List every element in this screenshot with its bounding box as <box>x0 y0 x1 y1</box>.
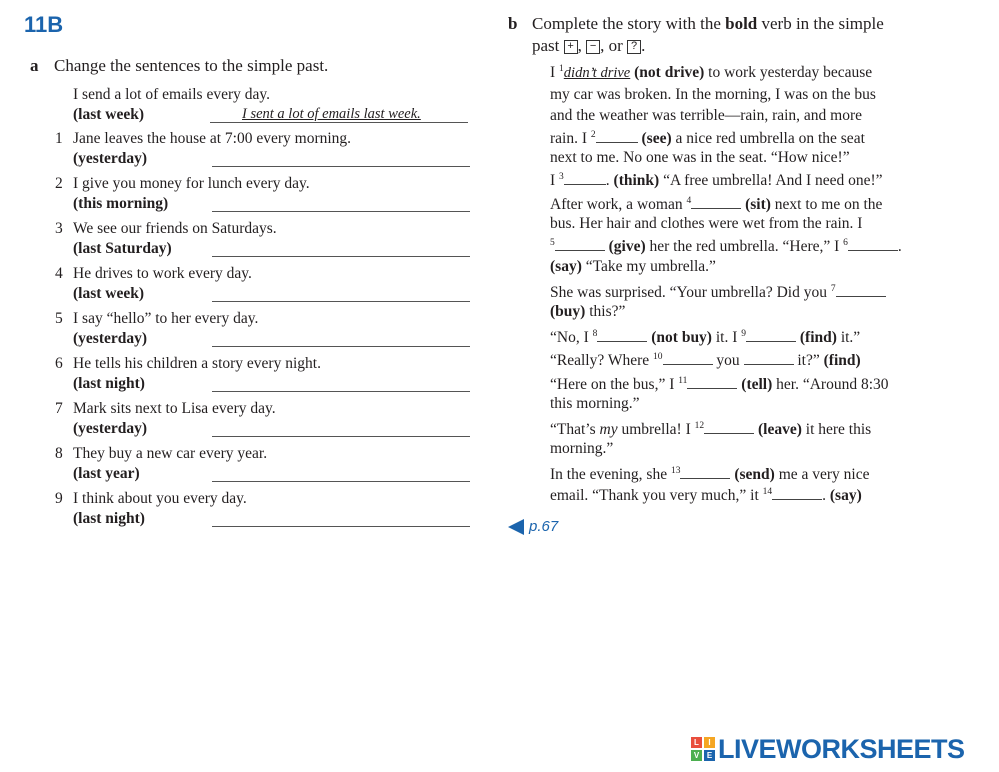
answer-line <box>212 346 470 347</box>
item-sentence: Jane leaves the house at 7:00 every morning. <box>73 130 352 147</box>
answer-input[interactable] <box>212 326 470 346</box>
item-number: 6 <box>55 355 63 372</box>
item-number: 2 <box>55 175 63 192</box>
story-line-16: this morning.” <box>550 395 640 412</box>
logo-text: LIVEWORKSHEETS <box>718 733 965 764</box>
item-cue: (last year) <box>73 465 140 482</box>
item-number: 1 <box>55 130 63 147</box>
item-cue: (last night) <box>73 510 145 527</box>
story-line-10: (say) “Take my umbrella.” <box>550 258 716 275</box>
story-line-19: In the evening, she $^{13}$ (send) me a very nice <box>550 465 870 483</box>
story-line-5: next to me. No one was in the seat. “How nice!” <box>550 149 850 166</box>
story-line-7: After work, a woman $^4$ (sit) next to me on the <box>550 195 883 213</box>
answer-line <box>212 166 470 167</box>
gap-12[interactable] <box>704 419 754 434</box>
story-line-9: $^5$ (give) her the red umbrella. “Here,” I $^6$ . <box>550 237 902 255</box>
item-cue: (yesterday) <box>73 330 148 347</box>
exercise-a-letter: a <box>30 56 39 75</box>
gap-10b[interactable] <box>744 350 794 365</box>
answer-line <box>212 526 470 527</box>
exercise-a-instruction: Change the sentences to the simple past. <box>54 56 329 75</box>
gap-8[interactable] <box>597 327 647 342</box>
unit-title: 11B <box>24 12 64 37</box>
story-line-15: “Here on the bus,” I $^{11}$ (tell) her. “Around 8:30 <box>550 375 889 393</box>
item-sentence: I think about you every day. <box>73 490 247 507</box>
item-number: 4 <box>55 265 63 282</box>
logo-mark-icon <box>691 737 715 761</box>
item-sentence: I say “hello” to her every day. <box>73 310 259 327</box>
story-line-4: rain. I $^2$ (see) a nice red umbrella on the seat <box>550 129 865 147</box>
story-line-20: email. “Thank you very much,” it $^{14}$ . (say) <box>550 486 862 504</box>
item-cue: (last night) <box>73 375 145 392</box>
back-page-link[interactable] <box>508 518 558 535</box>
story-line-6: I $^3$ . (think) “A free umbrella! And I need one!” <box>550 171 883 189</box>
gap-3[interactable] <box>564 170 606 185</box>
gap-9[interactable] <box>746 327 796 342</box>
answer-input[interactable] <box>212 281 470 301</box>
gap-5[interactable] <box>555 236 605 251</box>
item-sentence: Mark sits next to Lisa every day. <box>73 400 276 417</box>
story-line-17: “That’s my umbrella! I $^{12}$ (leave) it here this <box>550 420 872 438</box>
story-line-2: my car was broken. In the morning, I was on the bus <box>550 86 876 103</box>
answer-line <box>212 211 470 212</box>
item-sentence: I give you money for lunch every day. <box>73 175 310 192</box>
gap-13[interactable] <box>680 464 730 479</box>
answer-input[interactable] <box>212 506 470 526</box>
item-number: 7 <box>55 400 63 417</box>
story-line-3: and the weather was terrible—rain, rain, and more <box>550 107 863 124</box>
answer-line <box>212 481 470 482</box>
answer-input[interactable] <box>212 461 470 481</box>
answer-input[interactable] <box>212 191 470 211</box>
gap-4[interactable] <box>691 194 741 209</box>
back-page-label: p.67 <box>529 518 559 535</box>
story-line-14: “Really? Where $^{10}$ you it?” (find) <box>550 351 861 369</box>
item-number: 5 <box>55 310 63 327</box>
answer-line <box>212 391 470 392</box>
example-cue: (last week) <box>73 106 145 123</box>
story-line-11: She was surprised. “Your umbrella? Did you $^7$ <box>550 282 886 302</box>
item-sentence: He tells his children a story every night. <box>73 355 321 372</box>
back-arrow-icon <box>508 519 524 535</box>
story-line-1: I $^1$didn’t drive (not drive) to work yesterday because <box>550 64 873 82</box>
gap-2[interactable] <box>596 128 638 143</box>
item-sentence: He drives to work every day. <box>73 265 252 282</box>
story-example-answer: didn’t drive <box>563 65 631 82</box>
answer-line <box>212 301 470 302</box>
item-sentence: We see our friends on Saturdays. <box>73 220 277 237</box>
gap-10[interactable] <box>663 350 713 365</box>
item-cue: (yesterday) <box>73 420 148 437</box>
item-number: 9 <box>55 490 63 507</box>
answer-input[interactable] <box>212 236 470 256</box>
gap-7[interactable] <box>836 282 886 297</box>
story-line-18: morning.” <box>550 440 614 457</box>
liveworksheets-logo <box>691 734 965 764</box>
gap-6[interactable] <box>848 236 898 251</box>
story-line-13: “No, I $^8$ (not buy) it. I $^9$ (find) it.” <box>550 328 861 346</box>
answer-input[interactable] <box>212 371 470 391</box>
logo-mark-i: I <box>704 737 715 748</box>
logo-mark-v: V <box>691 750 702 761</box>
item-number: 8 <box>55 445 63 462</box>
example-answer: I sent a lot of emails last week. <box>242 106 421 122</box>
gap-14[interactable] <box>772 485 822 500</box>
item-cue: (last week) <box>73 285 145 302</box>
story-line-8: bus. Her hair and clothes were wet from the rain. I <box>550 215 863 232</box>
minus-box-icon: − <box>586 40 600 54</box>
exercise-b-letter: b <box>508 14 518 33</box>
answer-input[interactable] <box>212 416 470 436</box>
item-cue: (last Saturday) <box>73 240 172 257</box>
answer-line <box>212 256 470 257</box>
answer-input[interactable] <box>212 146 470 166</box>
logo-mark-e: E <box>704 750 715 761</box>
story-line-12: (buy) this?” <box>550 303 626 320</box>
item-sentence: They buy a new car every year. <box>73 445 268 462</box>
answer-line <box>212 436 470 437</box>
exercise-b-instruction-line2: past + , − , or ? . <box>532 36 646 55</box>
item-cue: (this morning) <box>73 195 169 212</box>
item-number: 3 <box>55 220 63 237</box>
item-cue: (yesterday) <box>73 150 148 167</box>
logo-mark-l: L <box>691 737 702 748</box>
gap-11[interactable] <box>687 374 737 389</box>
plus-box-icon: + <box>564 40 578 54</box>
question-box-icon: ? <box>627 40 641 54</box>
example-sentence: I send a lot of emails every day. <box>73 86 270 103</box>
exercise-b-instruction: Complete the story with the bold verb in the simple <box>532 14 884 33</box>
